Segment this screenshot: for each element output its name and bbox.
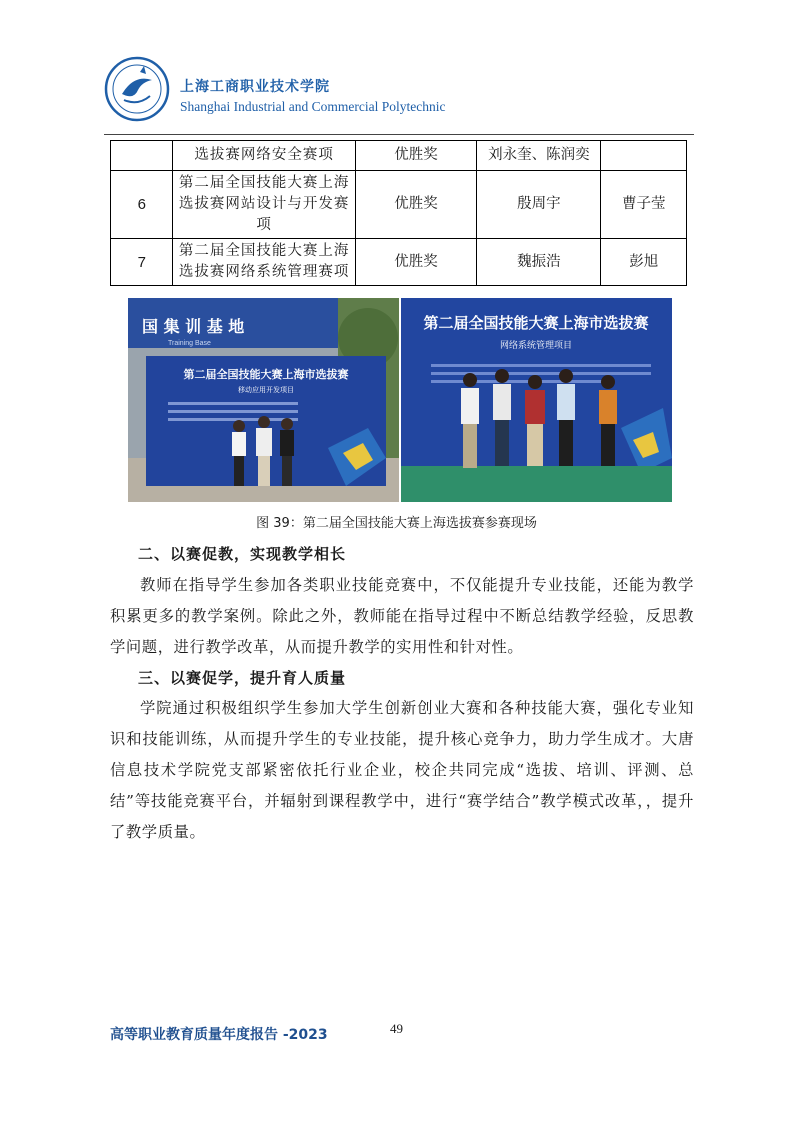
section-paragraph: 学院通过积极组织学生参加大学生创新创业大赛和各种技能大赛，强化专业知识和技能训练，从而提升学生的专业技能，提升核心竞争力，助力学生成才。大唐信息技术学院党支部紧密依托行业企业，校企共同完成“选拔、培训、评测、总结”等技能竞赛平台，并辐射到课程教学中，进行“赛学结合”教学模式改革，，提升了教学质量。: [110, 699, 694, 841]
students: 刘永奎、陈润奕: [477, 141, 601, 171]
figure-caption: 图 39：第二届全国技能大赛上海选拔赛参赛现场: [256, 516, 537, 531]
competition-name: 第二届全国技能大赛上海选拔赛网络系统管理赛项: [173, 239, 355, 286]
board-subtitle: 移动应用开发项目: [238, 386, 294, 394]
competition-photo-network-admin: [401, 298, 672, 502]
header-divider: [104, 134, 694, 135]
section-heading: 二、以赛促教，实现教学相长: [138, 545, 347, 563]
page-number: 49: [390, 1021, 403, 1036]
section-paragraph: 教师在指导学生参加各类职业技能竞赛中，不仅能提升专业技能，还能为教学积累更多的教学案例。除此之外，教师能在指导过程中不断总结教学经验，反思教学问题，进行教学改革，从而提升教学的实用性和针对性。: [110, 576, 694, 656]
prize: 优胜奖: [355, 141, 477, 171]
award-table: [110, 140, 687, 286]
teacher: 曹子莹: [601, 171, 687, 239]
competition-name: 第二届全国技能大赛上海选拔赛网站设计与开发赛项: [173, 171, 355, 239]
banner-text: 国 集 训 基 地: [142, 317, 245, 336]
school-name-cn: 上海工商职业技术学院: [180, 79, 330, 95]
section-heading: 三、以赛促学，提升育人质量: [138, 669, 347, 687]
banner-subtext: Training Base: [168, 340, 211, 347]
table-row: [111, 171, 687, 239]
students: 殷周宇: [477, 171, 601, 239]
teacher: 彭旭: [601, 239, 687, 286]
people-silhouettes: [232, 416, 294, 486]
board-title: 第二届全国技能大赛上海市选拔赛: [423, 314, 649, 332]
report-title: 高等职业教育质量年度报告 -2023: [110, 1027, 328, 1043]
college-emblem-icon: [104, 56, 170, 122]
table-row: [111, 239, 687, 286]
competition-name: 选拔赛网络安全赛项: [173, 141, 355, 171]
row-number: [111, 141, 173, 171]
table-row: [111, 141, 687, 171]
board-title: 第二届全国技能大赛上海市选拔赛: [183, 368, 349, 381]
board-subtitle: 网络系统管理项目: [499, 341, 573, 351]
students: 魏振浩: [477, 239, 601, 286]
teacher: [601, 141, 687, 171]
competition-photo-mobile-app: [128, 298, 399, 502]
school-name-en: Shanghai Industrial and Commercial Polytechnic: [180, 99, 446, 114]
prize: 优胜奖: [355, 171, 477, 239]
prize: 优胜奖: [355, 239, 477, 286]
row-number: 6: [111, 171, 173, 239]
row-number: 7: [111, 239, 173, 286]
